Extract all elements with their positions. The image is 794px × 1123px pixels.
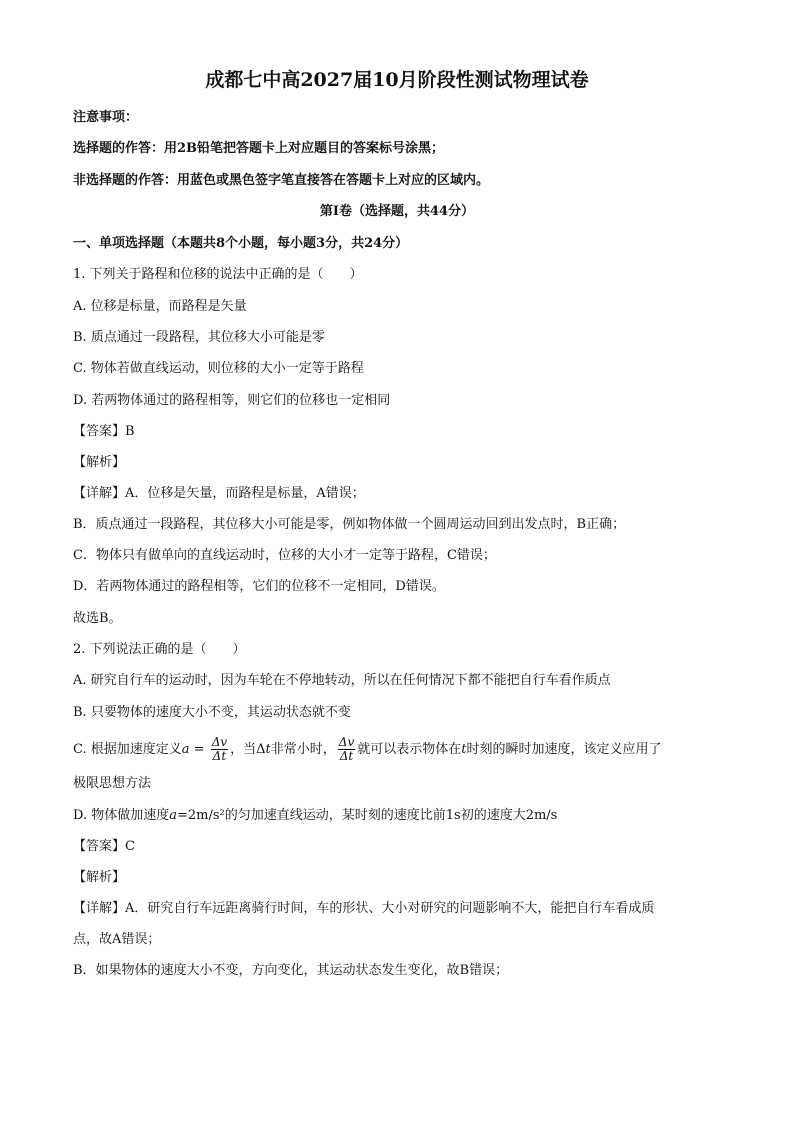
- q1-analysis-label: 【解析】: [73, 455, 126, 470]
- q2-answer: 【答案】C: [73, 839, 135, 854]
- q2-stem: 2. 下列说法正确的是（ ）: [73, 642, 246, 657]
- q2-c-prefix: C. 根据加速度定义: [73, 742, 182, 757]
- q1-detail-3: C．物体只有做单向的直线运动时，位移的大小才一定等于路程，C错误；: [73, 548, 496, 563]
- fraction-denominator-2: Δt: [339, 749, 354, 763]
- q2-c-end: 时刻的瞬时加速度，该定义应用了: [466, 742, 662, 757]
- q1-detail-2: B．质点通过一段路程，其位移大小可能是零，例如物体做一个圆周运动回到出发点时，B正确；: [73, 517, 626, 532]
- q1-option-b: B. 质点通过一段路程，其位移大小可能是零: [73, 330, 325, 345]
- q2-detail-1b: 点，故A错误；: [73, 932, 161, 947]
- q2-c-mid-2: 非常小时，: [270, 742, 336, 757]
- q2-d-suffix: =2m/s²的匀加速直线运动，某时刻的速度比前1s初的速度大2m/s: [177, 808, 558, 823]
- q2-detail-2: B．如果物体的速度大小不变，方向变化，其运动状态发生变化，故B错误；: [73, 963, 509, 978]
- fraction-numerator-2: Δv: [338, 735, 355, 749]
- q2-analysis-label: 【解析】: [73, 870, 126, 885]
- section-heading: 第Ⅰ卷（选择题，共44分）: [319, 204, 475, 219]
- q2-c-symbol-t2: t: [461, 742, 467, 757]
- acceleration-fraction-2: [338, 736, 355, 763]
- q1-stem: 1. 下列关于路程和位移的说法中正确的是（ ）: [73, 267, 363, 282]
- q1-option-c: C. 物体若做直线运动，则位移的大小一定等于路程: [73, 361, 364, 376]
- notice-line-2: 非选择题的作答：用蓝色或黑色签字笔直接答在答题卡上对应的区域内。: [73, 173, 490, 188]
- fraction-denominator: Δt: [212, 749, 227, 763]
- q1-detail-4: D．若两物体通过的路程相等，它们的位移不一定相同，D错误。: [73, 579, 445, 594]
- q1-option-a: A. 位移是标量，而路程是矢量: [73, 299, 247, 314]
- page-title: 成都七中高2027届10月阶段性测试物理试卷: [205, 69, 589, 91]
- q2-c-mid-1: ，当Δ: [230, 742, 266, 757]
- q1-answer: 【答案】B: [73, 424, 135, 439]
- notice-line-1: 选择题的作答：用2B铅笔把答题卡上对应题目的答案标号涂黑；: [73, 141, 445, 156]
- q2-option-b: B. 只要物体的速度大小不变，其运动状态就不变: [73, 705, 351, 720]
- q2-c-equals: =: [189, 742, 209, 757]
- q2-c-symbol-a: a: [181, 742, 190, 757]
- q1-detail-1: 【详解】A．位移是矢量，而路程是标量，A错误；: [73, 486, 365, 501]
- notice-heading: 注意事项：: [73, 110, 139, 125]
- q2-detail-1: 【详解】A．研究自行车远距离骑行时间，车的形状、大小对研究的问题影响不大，能把自行车看成质: [73, 901, 655, 916]
- q2-option-d: [73, 806, 557, 826]
- q2-c-mid-3: 就可以表示物体在: [357, 742, 462, 757]
- q2-option-c: [73, 735, 662, 765]
- acceleration-fraction: [211, 736, 228, 763]
- q1-option-d: D. 若两物体通过的路程相等，则它们的位移也一定相同: [73, 393, 391, 408]
- fraction-numerator: Δv: [211, 735, 228, 749]
- q2-d-prefix: D. 物体做加速度: [73, 808, 170, 823]
- q1-conclusion: 故选B。: [73, 611, 122, 626]
- part-heading: 一、单项选择题（本题共8个小题，每小题3分，共24分）: [73, 236, 409, 251]
- q2-option-c-line-2: 极限思想方法: [73, 776, 152, 791]
- q2-c-symbol-t: t: [265, 742, 271, 757]
- q2-d-symbol-a: a: [169, 808, 177, 823]
- q2-option-a: A. 研究自行车的运动时，因为车轮在不停地转动，所以在任何情况下都不能把自行车看作质点: [73, 673, 611, 688]
